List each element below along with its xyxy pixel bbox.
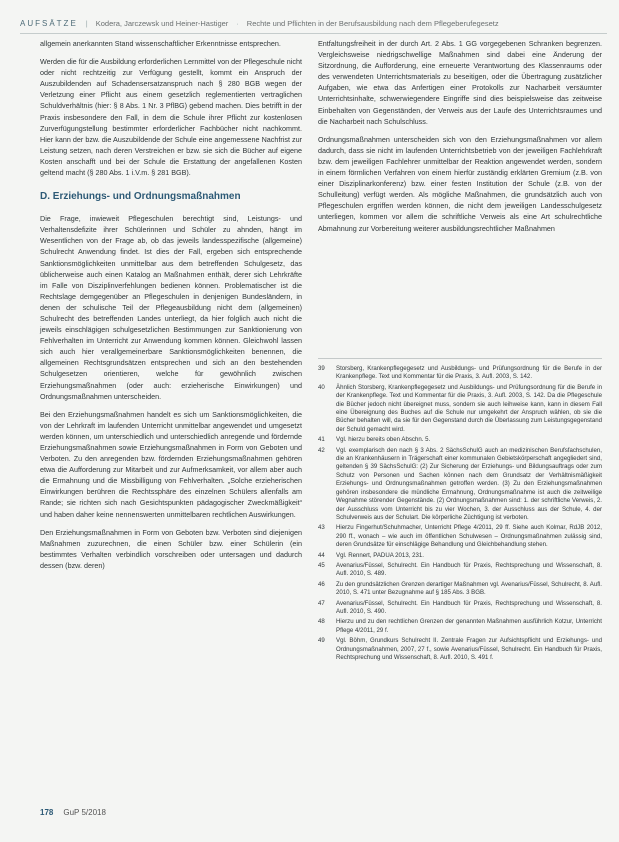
paragraph: Ordnungsmaßnahmen unterscheiden sich von den Erziehungsmaßnahmen vor allem dadurch, dass sie nicht im laufenden Unterrichtsbetrieb von der jeweiligen Fachlehrkraft bzw. dem jeweiligen Fachlehrer unmittelbar der Reaktion angewendet werden, sondern in einem förmlichen Verfahren von einem hierfür zuständig erklärten Gremium (z.B. von einer Disziplinarkonferenz) bzw. einer festen Institution der Schule (z.B. von der Schulleitung) verfügt werden. Als mögliche Maßnahmen, die grundsätzlich auch von Pflegeschulen ergriffen werden können, die nicht dem jeweiligen Landesschulgesetz unterliegen, kommen vor allem die schriftliche Verweis als eine Art schulrechtliche Abmahnung zur Vorbereitung weiterer ausbildungsrechtlicher Maßnahmen	[318, 134, 602, 233]
header-rule	[20, 33, 607, 34]
footnote-number: 39	[318, 365, 325, 372]
footnote	[318, 600, 602, 617]
footnote-text: Vgl. exemplarisch den nach § 3 Abs. 2 SächsSchulG auch an medizinischen Berufsfachschulen, die an Krankenhäusern in Trägerschaft einer kommunalen Gebietskörperschaft angegliedert sind, geltenden § 39 SächsSchulG: (2) Zur Sicherung der Erziehungs- und Bildungsauftrags oder zum Schutz von Personen und Sachen können nach dem Grundsatz der Verhältnismäßigkeit Erziehungs- und Ordnungsmaßnahmen getroffen werden. (3) Zu den Erziehungsmaßnahmen gehören insbesondere die mündliche Ermahnung, Ordnungsmaßnahme ist auch die zeitweilige Wegnahme störender Gegenstände. (2) Ordnungsmaßnahmen sind: 1. der schriftliche Verweis, 2. der Ausschluss vom Unterricht bis zu vier Wochen, 3. der Ausschluss aus der Schule, 4. der Schulverweis aus der Schulart. Die körperliche Züchtigung ist verboten.	[336, 446, 602, 521]
footnote-number: 44	[318, 551, 325, 559]
footnote-number: 43	[318, 524, 325, 532]
running-header	[20, 16, 607, 30]
footnote-number: 46	[318, 580, 325, 588]
section-heading: D. Erziehungs- und Ordnungsmaßnahmen	[40, 191, 241, 203]
section-label: AUFSÄTZE	[20, 18, 78, 28]
header-authors: Kodera, Jarczewsk und Heiner-Hastiger	[95, 18, 229, 28]
footnote-number: 42	[318, 446, 325, 454]
footnote-text: Vgl. Böhm, Grundkurs Schulrecht II. Zentrale Fragen zur Aufsichtspflicht und Erziehungs- und Ordnungsmaßnahmen, 2007, 27 f., sowie Avenarius/Füssel, Schulrecht. Ein Handbuch für Praxis, Rechtsprechung und Wissenschaft, 8. Aufl. 2010, S. 491 f.	[336, 637, 602, 661]
paragraph: Werden die für die Ausbildung erforderlichen Lernmittel von der Pflegeschule nicht oder nicht rechtzeitig zur Verfügung gestellt, kommt ein Anspruch der Auszubildenden auf Schadensersatzanspruch nach § 280 BGB wegen der Verletzung einer Pflicht aus einem gesetzlich reglementierten vertraglichen Schuldverhältnis (hier: § 8 Abs. 1 Nr. 3 PflBG) gebend machen. Dies betrifft in der Praxis insbesondere den Fall, in dem die Schule ihrer Pflicht zur kostenlosen Zurverfügungstellung bestimmter erforderlicher Fachbücher nicht nachkommt. Hier kann der bzw. die Auszubildende der Schule eine angemessene Nachfrist zur Leistung setzen, nach deren Verstreichen er bzw. sie sich die Bücher auf eigene Kosten anschafft und bei der Schule die Erstattung der angefallenen Kosten geltend macht (§ 280 Abs. 1 i.V.m. § 281 BGB).	[40, 57, 302, 178]
footnote	[318, 447, 602, 523]
footnote-text: Hierzu Fingerhut/Schuhmacher, Unterricht Pflege 4/2011, 29 ff. Siehe auch Kolmar, RdJB 2012, 290 ff., wonach – wie auch im öffentlichen Schulwesen – Ordnungsmaßnahmen zulässig sind, deren Grundsätze für einschlägige Behandlung und Gleichbehandlung stehen.	[336, 524, 602, 549]
paragraph: Die Frage, inwieweit Pflegeschulen berechtigt sind, Leistungs- und Verhaltensdefizite ihrer Schülerinnen und Schüler zu ahnden, hängt im Wesentlichen von der Frage ab, ob das jeweils landesspezifische (allgemeine) Schulrecht Anwendung findet. Ist dies der Fall, ergeben sich entsprechende Sanktionsmöglichkeiten unmittelbar aus dem betreffenden Schulgesetz, das üblicherweise auch einen Katalog an Maßnahmen enthält, derer sich Lehrkräfte im Falle von Disziplinverfehlungen bedienen können. Problematischer ist die Rechtslage demgegenüber an Pflegeschulen in denjenigen Bundesländern, in denen der schulische Teil der Pflegeausbildung nicht dem (allgemeinen) Schulrecht des betreffenden Landes unterliegt, da hier folglich auch nicht die jeweils einschlägigen schulgesetzlichen Bestimmungen zur Sanktionierung von Fehlverhalten im Unterricht zur Anwendung kommen können. Gleichwohl lassen sich auch hier verallgemeinerbare Sanktionsmöglichkeiten benennen, die allgemeinen Rechtsgrundsätzen entsprechen und sich an den bestehenden Schulgesetzen orientieren, welche für gewöhnlich zwischen Erziehungsmaßnahmen (oder auch: erzieherische Einwirkungen) und Ordnungsmaßnahmen unterscheiden.	[40, 214, 302, 401]
paragraph: Den Erziehungsmaßnahmen in Form von Geboten bzw. Verboten sind diejenigen Maßnahmen zuzurechnen, die einen Schüler bzw. einer Schülerin (ein bestimmtes Verhalten verbindlich vorschreiben oder untersagen und dadurch dessen (bzw. deren)	[40, 527, 302, 570]
footnote-number: 47	[318, 599, 325, 607]
footnote-text: Zu den grundsätzlichen Grenzen derartiger Maßnahmen vgl. Avenarius/Füssel, Schulrecht, 8. Aufl. 2010, S. 471 unter Bezugnahme auf § 185 Abs. 3 BGB.	[336, 580, 602, 597]
footnote	[318, 637, 602, 662]
footnote	[318, 384, 602, 434]
footnote	[318, 524, 602, 549]
footnote-text: Avenarius/Füssel, Schulrecht. Ein Handbuch für Praxis, Rechtsprechung und Wissenschaft, 8. Aufl. 2010, S. 490.	[336, 599, 602, 615]
header-separator: ·	[236, 18, 239, 28]
footnote-text: Ähnlich Storsberg, Krankenpflegegesetz und Ausbildungs- und Prüfungsordnung für die Berufe in der Krankenpflege. Text und Kommentar für die Praxis, 3. Aufl. 2003, S. 142. Da die Pflegeschule die Bücher jedoch nicht übereignet muss, sondern sie auch leihweise kann, kann in diesem Fall eine Übereignung des Buches auf die Schule nur umgekehrt der Anspruch wählen, ob sie die Bücher behalten will, da sie für den Gegenstand durch die Überlassung zum Leistungsgegenstand der Schuld gemacht wird.	[336, 383, 602, 433]
footnote-text: Vgl. hierzu bereits oben Abschn. 5.	[336, 436, 431, 444]
footnote-number: 40	[318, 383, 325, 391]
paragraph: Bei den Erziehungsmaßnahmen handelt es sich um Sanktionsmöglichkeiten, die von der Lehrkraft im laufenden Unterricht unmittelbar angewendet und umgesetzt werden können, um unterschiedlich und unterschiedlich anregende und fördernde Erziehungsmaßnahmen sowie Erziehungsmaßnahmen in Form von Geboten und Verboten. Zu den anregenden bzw. fördernden Erziehungsmaßnahmen gehören etwa die Aufforderung zur Mitarbeit und zur Aufmerksamkeit, vor allem aber auch die Ermahnung und die Missbilligung von Fehlverhalten. „Solche erzieherischen Einwirkungen berühren die Rechtssphäre des einzelnen Schülers allenfalls am Rande; sie richten sich nach Gesichtspunkten pädagogischer Zweckmäßigkeit“ und haben daher keine nennenswerten unmittelbaren rechtlichen Auswirkungen.	[40, 409, 302, 519]
footnote-number: 45	[318, 561, 325, 569]
footnote-number: 49	[318, 637, 325, 645]
footnote-text: Storsberg, Krankenpflegegesetz und Ausbildungs- und Prüfungsordnung für die Berufe in der Krankenpflege. Text und Kommentar für die Praxis, 3. Aufl. 2003, S. 142.	[336, 365, 602, 381]
footnote-number: 41	[318, 436, 325, 444]
right-column	[318, 38, 602, 241]
footnote	[318, 618, 602, 635]
paragraph: Entfaltungsfreiheit in der durch Art. 2 Abs. 1 GG vorgegebenen Schranken begrenzen. Vergleichsweise niedrigschwellige Maßnahmen sind dabei eine Änderung der Sitzordnung, die Aufforderung, eine erneuerte Verantwortung des Klassenraums oder des verwendeten Unterrichtsmaterials zu beseitigen, oder die Übertragung zusätzlicher Aufgaben, wie etwa das Anfertigen einer Protokolls zur Nacharbeit versäumter Unterrichtsinhalte, schwerwiegendere Eingriffe sind dies beispielsweise das zeitweise Einbehalten von Gegenständen, der Verweis aus der Laufe des Unterrichtsraumes und die Nacharbeit nach Schulschluss.	[318, 39, 602, 126]
footnote-number: 48	[318, 618, 325, 626]
footnotes	[318, 358, 602, 664]
footnote-text: Avenarius/Füssel, Schulrecht. Ein Handbuch für Praxis, Rechtsprechung und Wissenschaft, 8. Aufl. 2010, S. 489.	[336, 561, 602, 578]
header-title: Rechte und Pflichten in der Berufsausbildung nach dem Pflegeberufegesetz	[246, 18, 499, 28]
footnote	[318, 436, 602, 444]
page-number: 178	[40, 808, 54, 817]
footnote-text: Vgl. Rennert, PADUA 2013, 231.	[336, 551, 424, 559]
journal-issue: GuP 5/2018	[63, 808, 106, 817]
paragraph: allgemein anerkannten Stand wissenschaftlicher Erkenntnisse entsprechen.	[40, 39, 281, 48]
left-column	[40, 38, 302, 578]
footnote	[318, 365, 602, 382]
footnote	[318, 581, 602, 598]
header-separator: |	[85, 18, 88, 28]
footnote	[318, 562, 602, 579]
footnote-text: Hierzu und zu den rechtlichen Grenzen der genannten Maßnahmen ausführlich Kotzur, Unterricht Pflege 4/2011, 29 f.	[336, 618, 602, 634]
page-footer	[40, 808, 106, 817]
footnote	[318, 552, 602, 560]
